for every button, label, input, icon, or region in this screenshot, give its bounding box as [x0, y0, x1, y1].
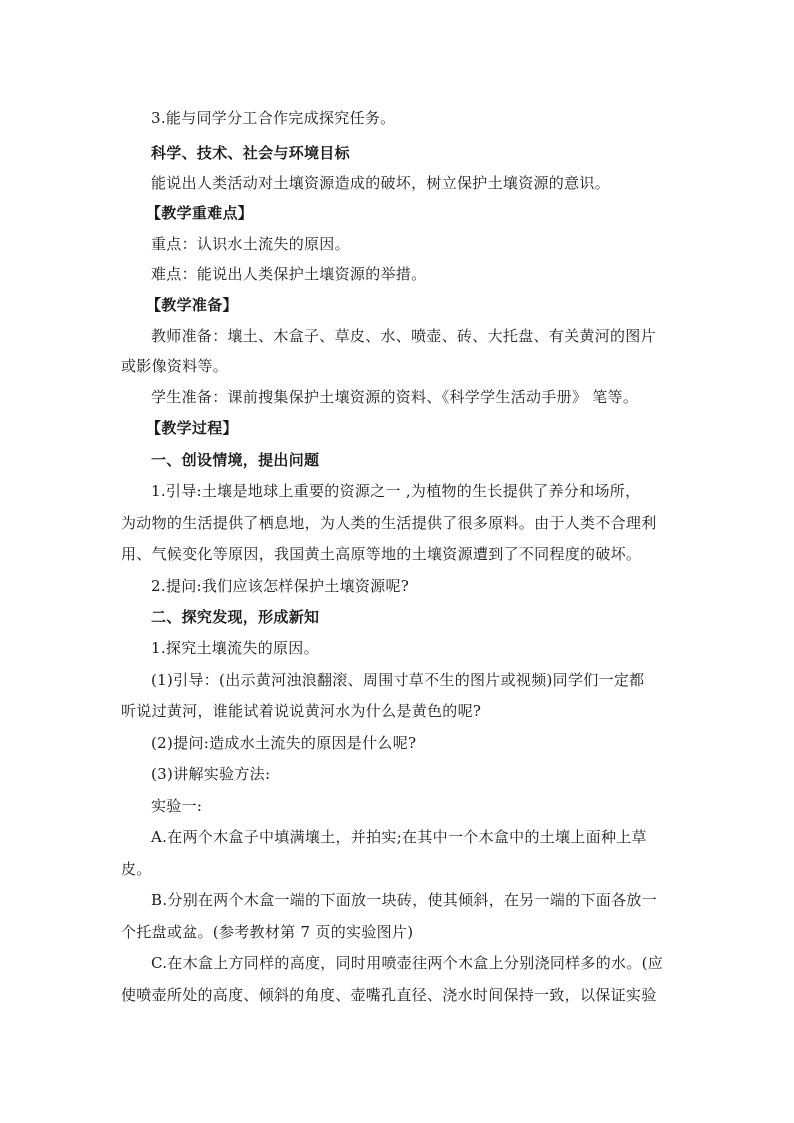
experiment-a-line-1: A.在两个木盒子中填满壤土，并拍实;在其中一个木盒中的土壤上面种上草: [151, 828, 647, 846]
question-1: 2.提问:我们应该怎样保护土壤资源呢?: [151, 577, 410, 595]
step-2: (2)提问:造成水土流失的原因是什么呢?: [151, 734, 417, 752]
teacher-prep-line-1: 教师准备：壤土、木盒子、草皮、水、喷壶、砖、大托盘、有关黄河的图片: [151, 327, 656, 345]
section-2-heading: 二、探究发现，形成新知: [151, 608, 320, 626]
experiment-c-line-2: 使喷壶所处的高度、倾斜的角度、壶嘴孔直径、浇水时间保持一致，以保证实验: [121, 986, 657, 1004]
experiment-b-line-2: 个托盘或盆。(参考教材第 7 页的实验图片): [121, 923, 414, 941]
step-3: (3)讲解实验方法:: [151, 765, 271, 783]
key-point: 重点：认识水土流失的原因。: [151, 235, 350, 253]
experiment-a-line-2: 皮。: [121, 860, 152, 878]
sts-goal-text: 能说出人类活动对土壤资源造成的破坏，树立保护土壤资源的意识。: [151, 174, 611, 192]
experiment-b-line-1: B.分别在两个木盒一端的下面放一块砖，使其倾斜，在另一端的下面各放一: [151, 891, 657, 909]
objective-3: 3.能与同学分工合作完成探究任务。: [151, 109, 396, 127]
step-1-line-2: 听说过黄河，谁能试着说说黄河水为什么是黄色的呢?: [121, 702, 482, 720]
student-prep: 学生准备：课前搜集保护土壤资源的资料、《科学学生活动手册》 笔等。: [151, 388, 639, 406]
intro-line-2: 为动物的生活提供了栖息地，为人类的生活提供了很多原料。由于人类不合理利: [121, 514, 657, 532]
heading-preparation: 【教学准备】: [146, 296, 238, 314]
section-1-heading: 一、创设情境，提出问题: [151, 451, 320, 469]
intro-line-1: 1.引导:土壤是地球上重要的资源之一 ,为植物的生长提供了养分和场所，: [151, 482, 641, 500]
heading-key-points: 【教学重难点】: [146, 204, 254, 222]
experiment-1-label: 实验一:: [151, 797, 203, 815]
teacher-prep-line-2: 或影像资料等。: [121, 357, 229, 375]
intro-line-3: 用、气候变化等原因，我国黄土高原等地的土壤资源遭到了不同程度的破坏。: [121, 545, 642, 563]
heading-sts-goal: 科学、技术、社会与环境目标: [151, 144, 350, 162]
heading-process: 【教学过程】: [146, 419, 238, 437]
step-1-line-1: (1)引导：(出示黄河浊浪翻滚、周围寸草不生的图片或视频)同学们一定都: [151, 671, 645, 689]
difficult-point: 难点：能说出人类保护土壤资源的举措。: [151, 265, 427, 283]
experiment-c-line-1: C.在木盒上方同样的高度，同时用喷壶往两个木盒上分别浇同样多的水。(应: [151, 954, 664, 972]
explore-soil-loss: 1.探究土壤流失的原因。: [151, 639, 319, 657]
